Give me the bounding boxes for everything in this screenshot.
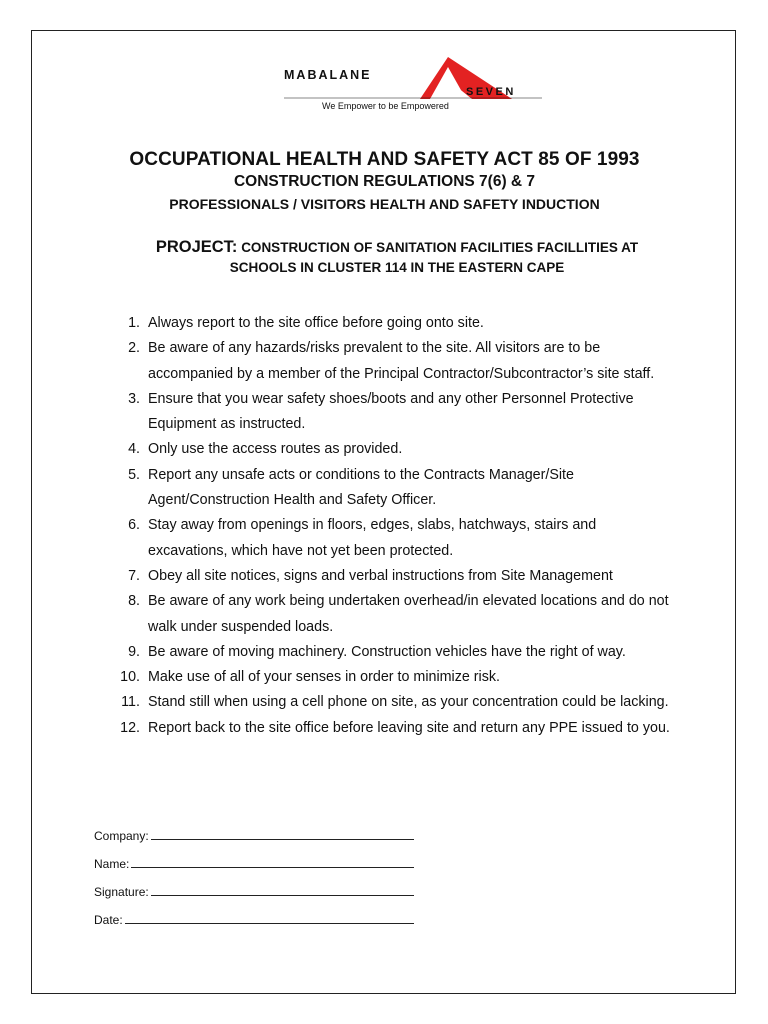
- project-label: PROJECT:: [155, 238, 238, 256]
- document-subtitle: CONSTRUCTION REGULATIONS 7(6) & 7: [233, 173, 536, 190]
- list-item: [112, 690, 672, 715]
- list-item: [112, 640, 672, 665]
- signature-field[interactable]: [94, 878, 414, 906]
- list-item-text: Only use the access routes as provided.: [148, 441, 403, 458]
- list-item: [112, 665, 672, 690]
- company-label: Company:: [94, 829, 149, 843]
- list-item: [112, 336, 672, 387]
- company-line[interactable]: [151, 827, 414, 840]
- date-line[interactable]: [125, 911, 414, 924]
- company-field[interactable]: [94, 822, 414, 850]
- signature-line[interactable]: [151, 883, 414, 896]
- logo-graphic: [280, 53, 550, 111]
- list-item: [112, 311, 672, 336]
- list-item-text: Obey all site notices, signs and verbal instructions from Site Management: [148, 567, 613, 584]
- list-item-number: 1.: [128, 315, 140, 331]
- signoff-form: [94, 822, 414, 934]
- list-item-text: Ensure that you wear safety shoes/boots and any other Personnel Protective Equipment as instructed.: [148, 390, 634, 433]
- list-item-number: 3.: [128, 390, 140, 407]
- list-item-text: Be aware of moving machinery. Construction vehicles have the right of way.: [148, 643, 626, 660]
- signature-label: Signature:: [94, 885, 149, 899]
- project-heading: [132, 237, 662, 278]
- list-item-text: Report back to the site office before leaving site and return any PPE issued to you.: [148, 719, 670, 736]
- logo-name-2: SEVEN: [466, 86, 516, 98]
- list-item-number: 5.: [128, 466, 140, 483]
- list-item-number: 4.: [128, 441, 140, 458]
- list-item-number: 12.: [120, 719, 140, 736]
- list-item-text: Be aware of any work being undertaken overhead/in elevated locations and do not walk under suspended loads.: [148, 593, 669, 635]
- list-item-number: 10.: [120, 669, 140, 686]
- name-line[interactable]: [131, 855, 414, 868]
- project-line-2: SCHOOLS IN CLUSTER 114 IN THE EASTERN CAPE: [229, 260, 565, 275]
- rules-list: [112, 311, 672, 741]
- list-item: [112, 589, 672, 640]
- list-item-text: Be aware of any hazards/risks prevalent to the site. All visitors are to be accompanied by a member of the Principal Contractor/Subcontractor’s site staff.: [148, 340, 655, 382]
- date-field[interactable]: [94, 906, 414, 934]
- list-item-text: Report any unsafe acts or conditions to the Contracts Manager/Site Agent/Construction Health and Safety Officer.: [148, 466, 574, 509]
- document-page: [31, 30, 736, 994]
- list-item-text: Stay away from openings in floors, edges, slabs, hatchways, stairs and excavations, which have not yet been protected.: [148, 517, 597, 559]
- name-label: Name:: [94, 857, 130, 871]
- project-line-1: CONSTRUCTION OF SANITATION FACILITIES FACILLITIES AT: [241, 240, 639, 255]
- document-title: OCCUPATIONAL HEALTH AND SAFETY ACT 85 OF 1993: [129, 149, 640, 170]
- list-item-number: 9.: [128, 643, 140, 660]
- list-item: [112, 387, 672, 438]
- list-item: [112, 437, 672, 462]
- list-item-number: 11.: [121, 694, 140, 711]
- company-logo: [280, 53, 550, 111]
- list-item-number: 7.: [128, 567, 140, 584]
- list-item-text: Stand still when using a cell phone on site, as your concentration could be lacking.: [148, 694, 669, 711]
- logo-slogan: We Empower to be Empowered: [322, 101, 449, 111]
- list-item-text: Always report to the site office before going onto site.: [148, 315, 484, 331]
- name-field[interactable]: [94, 850, 414, 878]
- list-item-number: 2.: [128, 340, 140, 357]
- document-subtitle-2: PROFESSIONALS / VISITORS HEALTH AND SAFETY INDUCTION: [169, 196, 600, 212]
- list-item: [112, 513, 672, 564]
- list-item-number: 8.: [128, 593, 140, 610]
- list-item: [112, 564, 672, 589]
- list-item: [112, 716, 672, 741]
- list-item-text: Make use of all of your senses in order to minimize risk.: [148, 669, 500, 686]
- date-label: Date:: [94, 913, 123, 927]
- logo-name: MABALANE: [284, 68, 372, 82]
- list-item: [112, 463, 672, 514]
- list-item-number: 6.: [128, 517, 140, 534]
